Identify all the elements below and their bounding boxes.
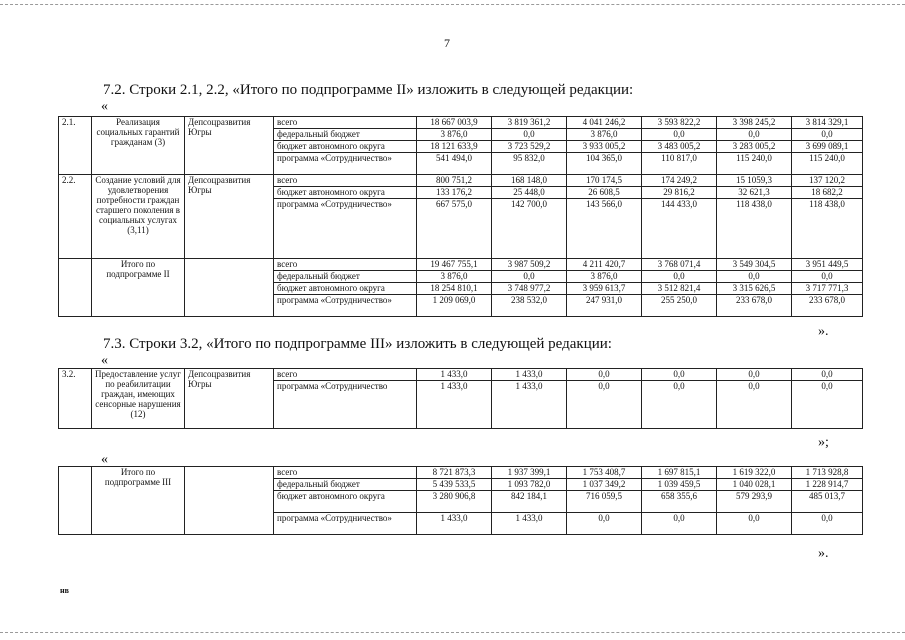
funding-source-cell: всего bbox=[274, 467, 417, 479]
value-cell: 8 721 873,3 bbox=[417, 467, 492, 479]
footer-mark: нв bbox=[60, 586, 69, 595]
funding-source-cell: всего bbox=[274, 175, 417, 187]
value-cell: 0,0 bbox=[642, 381, 717, 429]
value-cell: 0,0 bbox=[642, 369, 717, 381]
value-cell: 144 433,0 bbox=[642, 199, 717, 259]
value-cell: 3 593 822,2 bbox=[642, 117, 717, 129]
funding-source-cell: программа «Сотрудничество bbox=[274, 381, 417, 429]
value-cell: 19 467 755,1 bbox=[417, 259, 492, 271]
value-cell: 3 987 509,2 bbox=[492, 259, 567, 271]
value-cell: 3 959 613,7 bbox=[567, 283, 642, 295]
row-executor-cell bbox=[185, 467, 274, 535]
row-name-cell: Итого по подпрограмме II bbox=[92, 259, 185, 317]
open-quote: « bbox=[101, 452, 108, 467]
value-cell: 0,0 bbox=[717, 129, 792, 141]
value-cell: 1 433,0 bbox=[492, 369, 567, 381]
row-number-cell bbox=[59, 467, 92, 535]
table-section-7-2 bbox=[58, 116, 863, 317]
value-cell: 238 532,0 bbox=[492, 295, 567, 317]
page-number: 7 bbox=[444, 36, 450, 50]
value-cell: 3 876,0 bbox=[417, 271, 492, 283]
value-cell: 658 355,6 bbox=[642, 491, 717, 513]
value-cell: 3 933 005,2 bbox=[567, 141, 642, 153]
page-edge-top bbox=[0, 4, 905, 5]
row-executor-cell: Депсоцразвития Югры bbox=[185, 175, 274, 259]
funding-source-cell: всего bbox=[274, 117, 417, 129]
value-cell: 233 678,0 bbox=[717, 295, 792, 317]
value-cell: 1 433,0 bbox=[492, 381, 567, 429]
value-cell: 1 093 782,0 bbox=[492, 479, 567, 491]
value-cell: 3 814 329,1 bbox=[792, 117, 863, 129]
value-cell: 3 876,0 bbox=[567, 271, 642, 283]
value-cell: 0,0 bbox=[792, 513, 863, 535]
table-section-7-3 bbox=[58, 368, 863, 429]
value-cell: 118 438,0 bbox=[792, 199, 863, 259]
value-cell: 95 832,0 bbox=[492, 153, 567, 175]
table-total-subprogram-3 bbox=[58, 466, 863, 535]
section-7-2-heading: 7.2. Строки 2.1, 2.2, «Итого по подпрограмме II» изложить в следующей редакции: bbox=[103, 82, 634, 98]
section-7-3-heading: 7.3. Строки 3.2, «Итого по подпрограмме III» изложить в следующей редакции: bbox=[103, 336, 612, 352]
value-cell: 170 174,5 bbox=[567, 175, 642, 187]
value-cell: 3 315 626,5 bbox=[717, 283, 792, 295]
value-cell: 0,0 bbox=[717, 369, 792, 381]
value-cell: 118 438,0 bbox=[717, 199, 792, 259]
row-number-cell: 2.2. bbox=[59, 175, 92, 259]
value-cell: 0,0 bbox=[642, 271, 717, 283]
funding-source-cell: всего bbox=[274, 259, 417, 271]
value-cell: 3 876,0 bbox=[417, 129, 492, 141]
open-quote: « bbox=[101, 353, 108, 368]
table-row bbox=[59, 117, 863, 129]
row-number-cell bbox=[59, 259, 92, 317]
value-cell: 18 667 003,9 bbox=[417, 117, 492, 129]
funding-source-cell: бюджет автономного округа bbox=[274, 141, 417, 153]
value-cell: 0,0 bbox=[792, 381, 863, 429]
value-cell: 1 037 349,2 bbox=[567, 479, 642, 491]
value-cell: 1 713 928,8 bbox=[792, 467, 863, 479]
row-number-cell: 3.2. bbox=[59, 369, 92, 429]
funding-source-cell: программа «Сотрудничество» bbox=[274, 513, 417, 535]
value-cell: 0,0 bbox=[567, 513, 642, 535]
value-cell: 233 678,0 bbox=[792, 295, 863, 317]
value-cell: 0,0 bbox=[792, 129, 863, 141]
value-cell: 1 039 459,5 bbox=[642, 479, 717, 491]
value-cell: 541 494,0 bbox=[417, 153, 492, 175]
value-cell: 18 121 633,9 bbox=[417, 141, 492, 153]
row-executor-cell: Депсоцразвития Югры bbox=[185, 369, 274, 429]
value-cell: 0,0 bbox=[492, 129, 567, 141]
value-cell: 18 682,2 bbox=[792, 187, 863, 199]
value-cell: 137 120,2 bbox=[792, 175, 863, 187]
value-cell: 1 433,0 bbox=[417, 369, 492, 381]
value-cell: 29 816,2 bbox=[642, 187, 717, 199]
close-quote: »; bbox=[818, 435, 829, 450]
value-cell: 174 249,2 bbox=[642, 175, 717, 187]
row-name-cell: Итого по подпрограмме III bbox=[92, 467, 185, 535]
funding-source-cell: федеральный бюджет bbox=[274, 271, 417, 283]
funding-source-cell: программа «Сотрудничество» bbox=[274, 199, 417, 259]
value-cell: 3 398 245,2 bbox=[717, 117, 792, 129]
value-cell: 26 608,5 bbox=[567, 187, 642, 199]
table-row bbox=[59, 175, 863, 187]
value-cell: 0,0 bbox=[492, 271, 567, 283]
value-cell: 1 040 028,1 bbox=[717, 479, 792, 491]
close-quote: ». bbox=[818, 546, 829, 561]
value-cell: 1 433,0 bbox=[417, 513, 492, 535]
funding-source-cell: бюджет автономного округа bbox=[274, 283, 417, 295]
value-cell: 3 723 529,2 bbox=[492, 141, 567, 153]
funding-source-cell: бюджет автономного округа bbox=[274, 491, 417, 513]
value-cell: 3 549 304,5 bbox=[717, 259, 792, 271]
value-cell: 3 819 361,2 bbox=[492, 117, 567, 129]
value-cell: 1 209 069,0 bbox=[417, 295, 492, 317]
value-cell: 3 748 977,2 bbox=[492, 283, 567, 295]
value-cell: 18 254 810,1 bbox=[417, 283, 492, 295]
page-edge-bottom bbox=[0, 632, 905, 633]
funding-source-cell: всего bbox=[274, 369, 417, 381]
row-name-cell: Предоставление услуг по реабилитации граждан, имеющих сенсорные нарушения (12) bbox=[92, 369, 185, 429]
funding-source-cell: программа «Сотрудничество» bbox=[274, 153, 417, 175]
value-cell: 1 697 815,1 bbox=[642, 467, 717, 479]
value-cell: 168 148,0 bbox=[492, 175, 567, 187]
value-cell: 1 433,0 bbox=[417, 381, 492, 429]
value-cell: 32 621,3 bbox=[717, 187, 792, 199]
close-quote: ». bbox=[818, 324, 829, 339]
table-row bbox=[59, 259, 863, 271]
value-cell: 5 439 533,5 bbox=[417, 479, 492, 491]
value-cell: 4 041 246,2 bbox=[567, 117, 642, 129]
value-cell: 104 365,0 bbox=[567, 153, 642, 175]
value-cell: 133 176,2 bbox=[417, 187, 492, 199]
value-cell: 0,0 bbox=[792, 369, 863, 381]
row-executor-cell bbox=[185, 259, 274, 317]
row-name-cell: Реализация социальных гарантий гражданам (3) bbox=[92, 117, 185, 175]
funding-source-cell: бюджет автономного округа bbox=[274, 187, 417, 199]
open-quote: « bbox=[101, 99, 108, 114]
value-cell: 247 931,0 bbox=[567, 295, 642, 317]
table-row bbox=[59, 467, 863, 479]
value-cell: 110 817,0 bbox=[642, 153, 717, 175]
funding-source-cell: федеральный бюджет bbox=[274, 479, 417, 491]
value-cell: 3 951 449,5 bbox=[792, 259, 863, 271]
value-cell: 4 211 420,7 bbox=[567, 259, 642, 271]
row-name-cell: Создание условий для удовлетворения потребности граждан старшего поколения в социальных услугах (3,11) bbox=[92, 175, 185, 259]
value-cell: 0,0 bbox=[717, 381, 792, 429]
value-cell: 0,0 bbox=[642, 513, 717, 535]
value-cell: 115 240,0 bbox=[717, 153, 792, 175]
row-executor-cell: Депсоцразвития Югры bbox=[185, 117, 274, 175]
value-cell: 3 768 071,4 bbox=[642, 259, 717, 271]
value-cell: 842 184,1 bbox=[492, 491, 567, 513]
value-cell: 1 433,0 bbox=[492, 513, 567, 535]
value-cell: 15 1059,3 bbox=[717, 175, 792, 187]
value-cell: 3 283 005,2 bbox=[717, 141, 792, 153]
value-cell: 3 483 005,2 bbox=[642, 141, 717, 153]
value-cell: 3 717 771,3 bbox=[792, 283, 863, 295]
value-cell: 3 876,0 bbox=[567, 129, 642, 141]
funding-source-cell: федеральный бюджет bbox=[274, 129, 417, 141]
value-cell: 0,0 bbox=[642, 129, 717, 141]
value-cell: 3 512 821,4 bbox=[642, 283, 717, 295]
value-cell: 1 228 914,7 bbox=[792, 479, 863, 491]
value-cell: 143 566,0 bbox=[567, 199, 642, 259]
value-cell: 485 013,7 bbox=[792, 491, 863, 513]
value-cell: 0,0 bbox=[717, 513, 792, 535]
row-number-cell: 2.1. bbox=[59, 117, 92, 175]
value-cell: 1 937 399,1 bbox=[492, 467, 567, 479]
value-cell: 142 700,0 bbox=[492, 199, 567, 259]
funding-source-cell: программа «Сотрудничество» bbox=[274, 295, 417, 317]
value-cell: 0,0 bbox=[567, 369, 642, 381]
value-cell: 0,0 bbox=[792, 271, 863, 283]
value-cell: 3 699 089,1 bbox=[792, 141, 863, 153]
value-cell: 800 751,2 bbox=[417, 175, 492, 187]
value-cell: 716 059,5 bbox=[567, 491, 642, 513]
value-cell: 3 280 906,8 bbox=[417, 491, 492, 513]
value-cell: 579 293,9 bbox=[717, 491, 792, 513]
value-cell: 0,0 bbox=[717, 271, 792, 283]
value-cell: 1 753 408,7 bbox=[567, 467, 642, 479]
value-cell: 115 240,0 bbox=[792, 153, 863, 175]
value-cell: 667 575,0 bbox=[417, 199, 492, 259]
value-cell: 25 448,0 bbox=[492, 187, 567, 199]
value-cell: 1 619 322,0 bbox=[717, 467, 792, 479]
value-cell: 0,0 bbox=[567, 381, 642, 429]
value-cell: 255 250,0 bbox=[642, 295, 717, 317]
table-row bbox=[59, 369, 863, 381]
